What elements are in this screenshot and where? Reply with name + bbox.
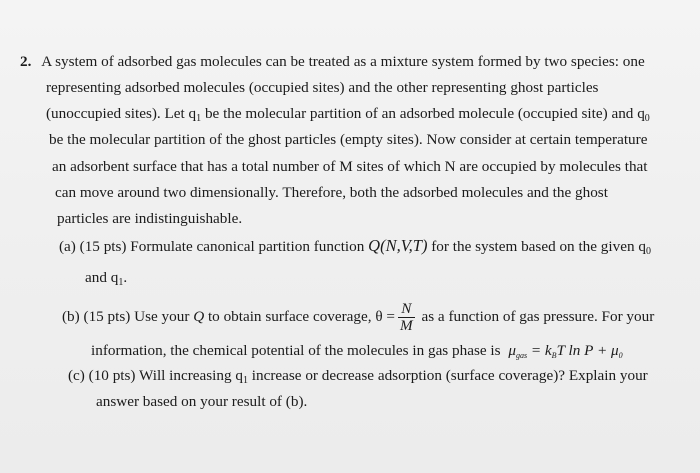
problem-line-7 <box>57 209 242 229</box>
problem-text: (unoccupied sites). Let q <box>46 105 197 122</box>
part-a-line-1 <box>59 236 651 257</box>
part-b-line-2 <box>91 341 623 361</box>
subscript: 0 <box>644 113 650 124</box>
part-a-text: . <box>123 269 128 286</box>
problem-text: particles are indistinguishable. <box>57 210 243 227</box>
problem-text: A system of adsorbed gas molecules can be treated as a mixture system formed by two species: one <box>41 53 645 70</box>
problem-text: an adsorbent surface that has a total number of M sites of which N are occupied by molecules that <box>52 158 648 175</box>
problem-text: be the molecular partition of an adsorbed molecule (occupied site) and q <box>201 105 645 122</box>
subscript: 1 <box>118 277 124 288</box>
mu-symbol: μ <box>508 342 516 359</box>
problem-text: be the molecular partition of the ghost particles (empty sites). Now consider at certain temperature <box>49 131 648 148</box>
problem-text: can move around two dimensionally. Therefore, both the adsorbed molecules and the ghost <box>55 184 608 201</box>
part-a-text: and q <box>85 269 119 286</box>
fraction-numerator: N <box>398 301 415 318</box>
problem-line-3 <box>46 104 650 124</box>
q-symbol: Q <box>193 308 205 325</box>
part-b-text: to obtain surface coverage, θ = <box>204 308 395 325</box>
problem-line-5 <box>52 157 648 177</box>
fraction-denominator: M <box>400 317 413 335</box>
problem-number: 2. <box>20 53 32 70</box>
part-b-text: as a function of gas pressure. For your <box>417 308 655 325</box>
subscript: 0 <box>645 246 651 257</box>
part-c-text: answer based on your result of (b). <box>96 393 308 410</box>
problem-text: representing adsorbed molecules (occupied sites) and the other representing ghost particles <box>46 79 599 96</box>
problem-line-4 <box>49 130 647 150</box>
part-a-label: (a) (15 pts) Formulate canonical partition function <box>59 238 365 255</box>
part-c-line-2 <box>96 392 307 412</box>
coverage-fraction <box>398 301 415 334</box>
subscript: gas <box>515 351 528 360</box>
problem-line-6 <box>55 183 608 203</box>
part-c-line-1 <box>68 366 648 386</box>
part-a-line-2 <box>85 268 127 288</box>
part-b-line-1 <box>62 297 654 337</box>
subscript: 1 <box>196 113 202 124</box>
part-b-text: information, the chemical potential of the molecules in gas phase is <box>91 342 501 359</box>
subscript: 1 <box>242 375 248 386</box>
chemical-potential-expr <box>508 342 622 359</box>
subscript: B <box>551 351 557 360</box>
part-c-text: increase or decrease adsorption (surface coverage)? Explain your <box>247 367 648 384</box>
equation-text: = k <box>527 342 552 359</box>
problem-line-2 <box>46 78 598 98</box>
problem-line-1 <box>20 52 645 72</box>
part-c-label: (c) (10 pts) Will increasing q <box>68 367 243 384</box>
subscript: 0 <box>618 351 623 360</box>
partition-function-expr: Q(N,V,T) <box>368 236 428 255</box>
equation-text: T ln P + μ <box>556 342 619 359</box>
part-b-label: (b) (15 pts) Use your <box>62 308 190 325</box>
part-a-text: for the system based on the given q <box>427 238 646 255</box>
